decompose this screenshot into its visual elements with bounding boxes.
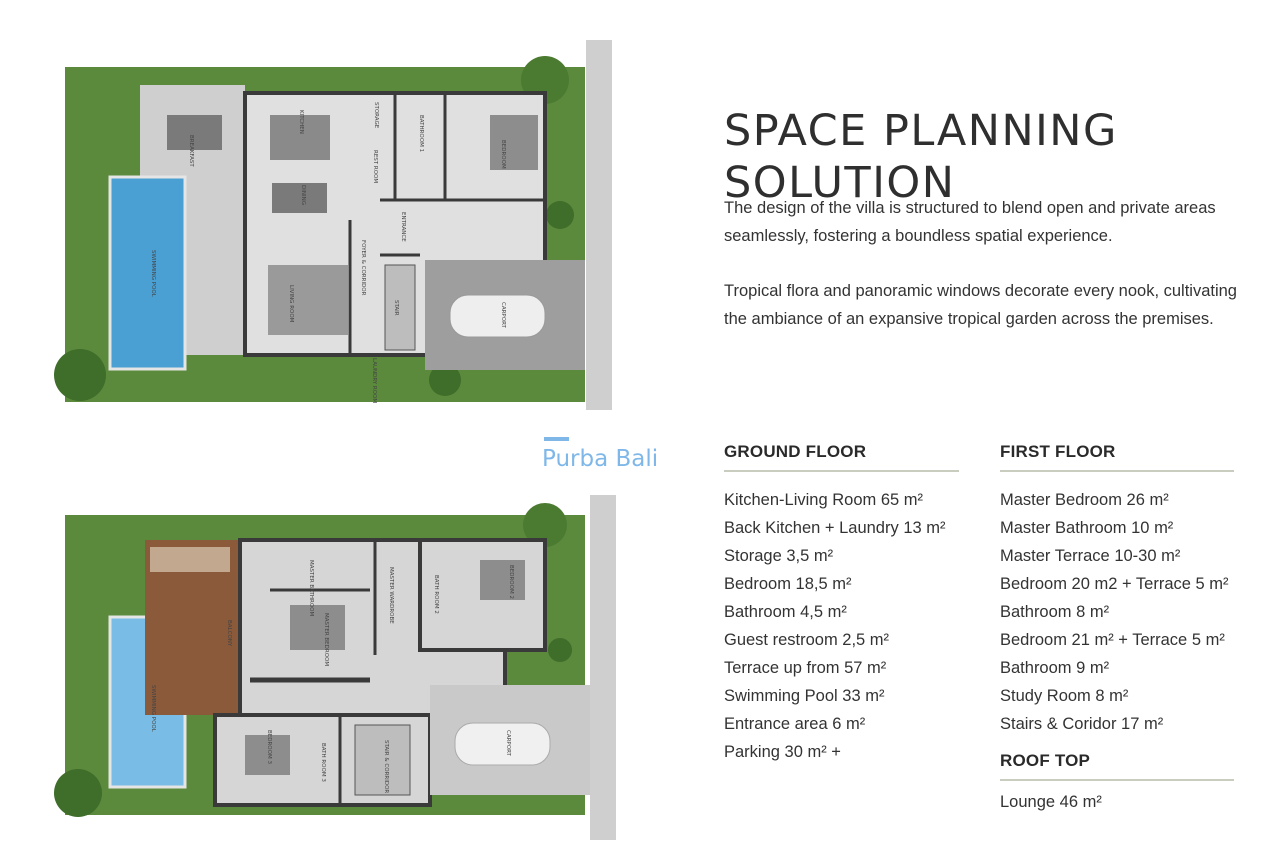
road-strip: [590, 495, 616, 840]
title-line: SOLUTION: [724, 157, 956, 208]
plan-label: BREAKFAST: [188, 135, 194, 167]
bed-icon: [480, 560, 525, 600]
list-item: Bathroom 9 m²: [1000, 659, 1110, 677]
list-item: Parking 30 m² +: [724, 743, 841, 761]
tree-icon: [54, 349, 106, 401]
plan-label: DINING: [300, 185, 306, 205]
plan-label: BATH ROOM 2: [433, 575, 439, 614]
plan-label: BATHROOM 1: [418, 115, 424, 153]
tree-icon: [54, 769, 102, 817]
ground-floor-section: [724, 442, 959, 766]
plan-label: BEDROOM 3: [266, 730, 272, 764]
road-strip: [586, 40, 612, 410]
dining-table-icon: [272, 183, 327, 213]
list-item: Bedroom 21 m² + Terrace 5 m²: [1000, 631, 1225, 649]
first-floor-plan-image: [40, 495, 620, 845]
list-item: Stairs & Coridor 17 m²: [1000, 715, 1164, 733]
list-item: Bathroom 4,5 m²: [724, 603, 847, 621]
plan-label: CARPORT: [500, 302, 506, 328]
stair-icon: [385, 265, 415, 350]
plan-label: BEDROOM: [500, 140, 506, 169]
roof-top-heading: ROOF TOP: [1000, 751, 1234, 781]
first-floor-list: [1000, 486, 1234, 738]
bed-icon: [290, 605, 345, 650]
lounge-furniture-icon: [150, 547, 230, 572]
list-item: Master Terrace 10-30 m²: [1000, 547, 1181, 565]
plan-label: BATH ROOM 3: [320, 743, 326, 782]
plan-label: SWIMMING POOL: [150, 250, 156, 297]
flora-paragraph: Tropical flora and panoramic windows decorate every nook, cultivating the ambiance of an expansive tropical garden across the premises.: [724, 282, 1237, 328]
plan-label: MASTER BEDROOM: [323, 613, 329, 667]
tree-icon: [546, 201, 574, 229]
plan-label: KITCHEN: [298, 110, 304, 134]
list-item: Entrance area 6 m²: [724, 715, 866, 733]
plan-label: STAIR & CORRIDOR: [383, 740, 389, 794]
title-line: SPACE PLANNING: [724, 105, 1118, 156]
plan-label: ENTRANCE: [400, 212, 406, 242]
list-item: Bathroom 8 m²: [1000, 603, 1110, 621]
sofa-icon: [268, 265, 348, 335]
list-item: Back Kitchen + Laundry 13 m²: [724, 519, 946, 537]
plan-label: BEDROOM 2: [508, 565, 514, 599]
first-floor-section: [1000, 442, 1234, 738]
watermark-text: Purba Bali: [542, 446, 659, 472]
plan-label: LAUNDRY ROOM: [371, 358, 377, 404]
plan-label: MASTER BATHROOM: [308, 560, 314, 617]
plan-label: STORAGE: [373, 102, 379, 129]
plan-label: FOYER & CORRIDOR: [360, 240, 366, 296]
car-icon: [455, 723, 550, 765]
tree-icon: [548, 638, 572, 662]
list-item: Bedroom 18,5 m²: [724, 575, 852, 593]
roof-top-section: [1000, 751, 1234, 816]
plan-label: MASTER WARDROBE: [388, 567, 394, 624]
car-icon: [450, 295, 545, 337]
plan-label: CARPORT: [505, 730, 511, 756]
roof-top-list: [1000, 788, 1234, 816]
watermark-bar: [544, 437, 569, 441]
swimming-pool: [110, 177, 185, 369]
list-item: Storage 3,5 m²: [724, 547, 834, 565]
plan-label: STAIR: [393, 300, 399, 316]
ground-floor-plan-image: [40, 40, 620, 410]
stair-icon: [355, 725, 410, 795]
bed-icon: [490, 115, 538, 170]
ground-floor-heading: GROUND FLOOR: [724, 442, 959, 472]
list-item: Master Bathroom 10 m²: [1000, 519, 1174, 537]
list-item: Master Bedroom 26 m²: [1000, 491, 1169, 509]
plan-label: REST ROOM: [372, 150, 378, 184]
ground-floor-list: [724, 486, 959, 766]
plan-label: SWIMMING POOL: [150, 685, 156, 732]
list-item: Terrace up from 57 m²: [724, 659, 887, 677]
list-item: Kitchen-Living Room 65 m²: [724, 491, 923, 509]
plan-label: BALCONY: [226, 620, 232, 647]
intro-paragraph: The design of the villa is structured to blend open and private areas seamlessly, fostering a boundless spatial experience.: [724, 199, 1216, 245]
list-item: Swimming Pool 33 m²: [724, 687, 885, 705]
list-item: Bedroom 20 m2 + Terrace 5 m²: [1000, 575, 1229, 593]
first-floor-heading: FIRST FLOOR: [1000, 442, 1234, 472]
list-item: Study Room 8 m²: [1000, 687, 1129, 705]
plan-label: LIVING ROOM: [288, 285, 294, 323]
list-item: Lounge 46 m²: [1000, 793, 1102, 811]
list-item: Guest restroom 2,5 m²: [724, 631, 890, 649]
